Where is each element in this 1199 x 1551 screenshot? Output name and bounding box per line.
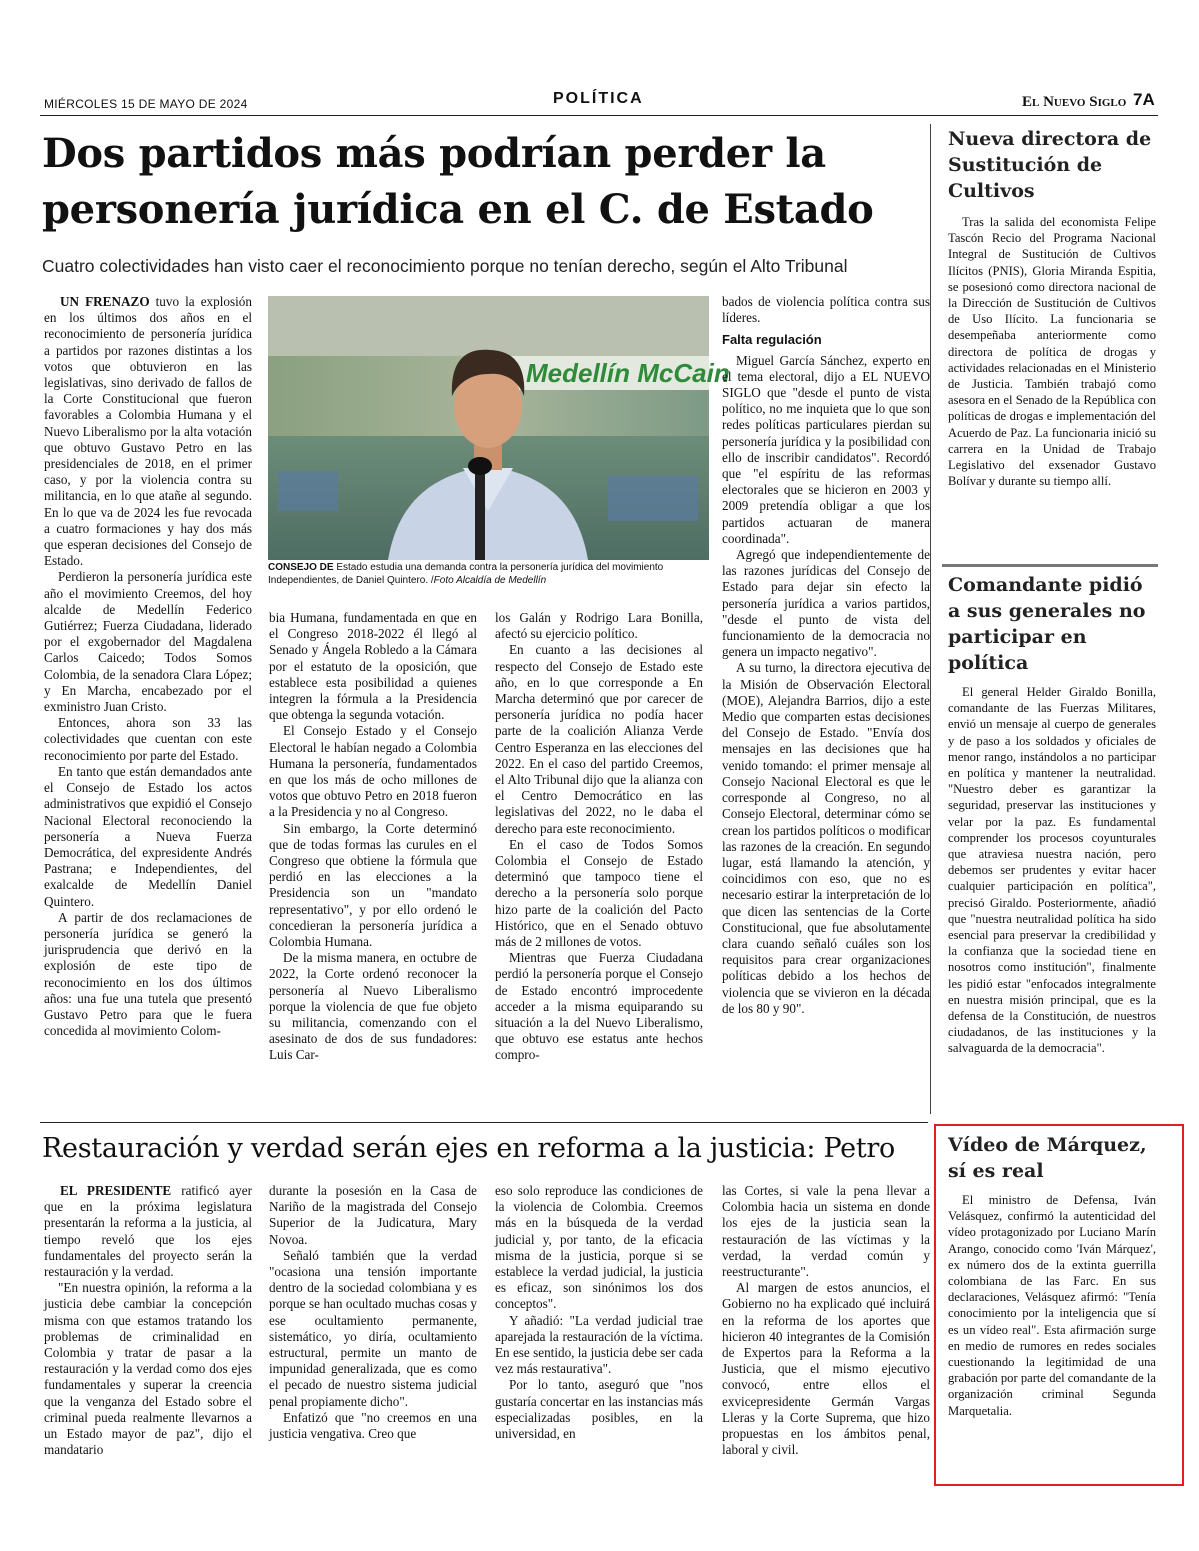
paragraph: ratificó ayer que en la próxima legislatura presentarán la reforma a la justicia, al tiempo reveló que los ejes fundamentales del proyecto serán la restauración y la verdad. [44, 1183, 252, 1280]
page-number: 7A [1133, 90, 1155, 109]
main-column-1 [44, 294, 252, 1039]
sidebar-story-1 [948, 126, 1158, 489]
paragraph: las Cortes, si vale la pena llevar a Colombia hacia un sistema en donde los ejes de la justicia sean la restauración de las víctimas y la verdad, la verdad común y reestructurante". [722, 1183, 930, 1280]
paragraph: En tanto que están demandados ante el Consejo de Estado los actos administrativos que expidió el Consejo Nacional Electoral reconociendo la personería a Nueva Fuerza Democrática, del expresidente Andrés Pastrana; e Independientes, del exalcalde de Medellín Daniel Quintero. [44, 763, 252, 909]
paragraph: bados de violencia política contra sus líderes. [722, 294, 930, 326]
photo-credit: Foto Alcaldía de Medellín [433, 574, 547, 586]
header-rule [40, 115, 1158, 116]
subheading: Falta regulación [722, 332, 822, 348]
paragraph: Miguel García Sánchez, experto en el tema electoral, dijo a EL NUEVO SIGLO que "desde el punto de vista político, no me inquieta que lo que son redes políticas particulares pierdan su personería jurídica y la posibilidad con ello de inscribir candidatos". Recordó que "el espíritu de las reformas electorales que se hicieron en 2003 y 2009 pretendía obligar a que los partidos actuaran de manera coordinada". [722, 352, 930, 546]
caption-lead: CONSEJO DE [268, 562, 334, 573]
paragraph: bia Humana, fundamentada en que en el Congreso 2018-2022 él llegó al Senado y Ángela Robledo a la Cámara por el estatuto de la oposición, que establece esta posibilidad a quienes integren la fórmula a la Presidencia que obtenga la segunda votación. [269, 610, 477, 723]
paragraph: Perdieron la personería jurídica este año el movimiento Creemos, del hoy alcalde de Medellín Federico Gutiérrez; Fuerza Ciudadana, liderado por el exgobernador del Magdalena Carlos Caicedo; Todos Somos Colombia, de la senadora Clara López; y En Marcha, encabezado por el exministro Juan Cristo. [44, 569, 252, 715]
main-column-2 [269, 610, 477, 1064]
caption-text: Estado estudia una demanda contra la personería jurídica del movimiento Independientes, de Daniel Quintero. / [268, 562, 664, 586]
paragraph: Enfatizó que "no creemos en una justicia vengativa. Creo que [269, 1409, 477, 1442]
paragraph: Sin embargo, la Corte determinó que de todas formas las curules en el Congreso que obtiene la fórmula que perdió en las elecciones a la Presidencia son un "mandato representativo", y por ello ordenó le concedieran la personería jurídica a Colombia Humana. [269, 820, 477, 950]
paragraph: En el caso de Todos Somos Colombia el Consejo de Estado determinó que tampoco tiene el derecho a la personería solo porque hizo parte de la coalición del Pacto Histórico, que en el Senado obtuvo más de 2 millones de votos. [495, 836, 703, 950]
sidebar-body [948, 1192, 1156, 1419]
main-column-3 [495, 610, 703, 1064]
lead-in: UN FRENAZO [60, 294, 150, 309]
paragraph: El general Helder Giraldo Bonilla, comandante de las Fuerzas Militares, envió un mensaje al cuerpo de generales y de paso a los soldados y oficiales de menor rango, instándolos a no participar en política y mantener la neutralidad. "Nuestro deber es garantizar la seguridad, preservar las instituciones y velar por la paz. Es fundamental comprender los procesos coyunturales que atraviesa nuestra nación, pero debemos ser prudentes y evitar hacer cualquier participación en política", precisó Giraldo. Posteriormente, añadió que "nuestra neutralidad política ha sido esencial para preservar la credibilidad y la confianza que la sociedad tiene en nosotros como institución", finalmente les pidió estar "enfocados integralmente en nuestra misión principal, que es la defensa de la Constitución, de nuestros ciudadanos, de las instituciones y la salvaguarda de la democracia". [948, 685, 1156, 1056]
bottom-column-2 [269, 1183, 477, 1442]
paragraph: El ministro de Defensa, Iván Velásquez, confirmó la autenticidad del vídeo protagonizado por Luciano Marín Arango, conocido como 'Iván Márquez', ex número dos de la extinta guerrilla colombiana de las Farc. En sus declaraciones, Velásquez afirmó: "Tenía conocimiento por la inteligencia que sí es un vídeo real". Esta afirmación surge en medio de rumores en redes sociales cuestionando la legitimidad de una grabación por parte del comandante de la organización criminal Segunda Marquetalia. [948, 1193, 1156, 1418]
bottom-column-1 [44, 1183, 252, 1458]
paragraph: durante la posesión en la Casa de Nariño de la magistrada del Consejo Superior de la Judicatura, Mary Novoa. [269, 1183, 477, 1247]
sidebar-headline: Comandante pidió a sus generales no participar en política [948, 574, 1146, 674]
paragraph: tuvo la explosión en los últimos dos años en el reconocimiento de personería jurídica a partidos por razones distintas a los votos que obtuvieron en las legislativas, sino derivado de fallos de la Corte Constitucional que fueron favorables a Colombia Humana y el Nuevo Liberalismo por la alta votación que obtuvo Gustavo Petro en las presidenciales de 2018, en el primer caso, y por la violencia contra su militancia, en lo que atañe al segundo. En lo que va de 2024 les fue revocada a cuatro formaciones y hay dos más que esperan decisiones del Consejo de Estado. [44, 294, 252, 569]
sidebar-divider [942, 564, 1158, 567]
bottom-column-4 [722, 1183, 930, 1458]
paragraph: El Consejo Estado y el Consejo Electoral le habían negado a Colombia Humana la personería, fundamentados en que los más de ocho millones de votos que obtuvo Petro en 2018 fueron a la Presidencia y no al Congreso. [269, 723, 477, 820]
paragraph: Tras la salida del economista Felipe Tascón Recio del Programa Nacional Integral de Sustitución de Cultivos Ilícitos (PNIS), Gloria Miranda Espitia, se posesionó como directora nacional de la Dirección de Sustitución de Cultivos de Uso Ilícito. La funcionaria se desempeñaba anteriormente como directora de política de drogas y actividades relacionadas en el Ministerio de Justicia. También trabajó como asesora en el Senado de la República con políticas de drogas e implementación del Acuerdo de Paz. La funcionaria inició su carrera en la Unidad de Trabajo Legislativo del exsenador Gustavo Bolívar y durante su tiempo allí. [948, 215, 1156, 489]
section-name: POLÍTICA [553, 90, 644, 107]
paragraph: Por lo tanto, aseguró que "nos gustaría concertar en las instancias más especializadas posibles, en la universidad, en [495, 1377, 703, 1442]
newspaper-name: El Nuevo Siglo [1022, 94, 1127, 110]
sidebar-story-2 [948, 572, 1158, 1057]
bottom-column-3 [495, 1183, 703, 1442]
bottom-headline: Restauración y verdad serán ejes en reforma a la justicia: Petro [42, 1133, 895, 1164]
paragraph: los Galán y Rodrigo Lara Bonilla, afectó su ejercicio político. [495, 610, 703, 642]
sidebar-headline: Vídeo de Márquez, sí es real [948, 1134, 1147, 1182]
main-column-4 [722, 294, 930, 1017]
paragraph: A su turno, la directora ejecutiva de la Misión de Observación Electoral (MOE), Alejandra Barrios, dijo a este Medio que comparten estas decisiones del Consejo de Estado. "Envía dos mensajes en las decisiones que ha venido tomando: el primer mensaje al Consejo Nacional Electoral es que le corresponde al Congreso, no al Consejo Electoral, determinar cómo se crean los partidos políticos o modificar las razones de la creación. En segundo lugar, está llamando la atención, y coincidimos con eso, que no es necesario estirar la interpretación de lo que dicen las sentencias de la Corte Constitucional, que fue absolutamente clara cuando señaló cuáles son los requisitos para crear organizaciones políticas debido a los hechos de violencia que se vivieron en la década de los 80 y 90". [722, 660, 930, 1016]
banner-text: Medellín McCain [526, 358, 730, 388]
paragraph: De la misma manera, en octubre de 2022, la Corte ordenó reconocer la personería al Nuevo Liberalismo porque la violencia de que fue objeto su militancia, comenzando con el asesinato de dos de sus fundadores: Luis Car- [269, 950, 477, 1063]
sidebar-body [948, 684, 1156, 1057]
paragraph: eso solo reproduce las condiciones de la violencia de Colombia. Creemos más en la búsqueda de la verdad judicial y, por tanto, de la eficacia misma de la justicia, porque si se establece la verdad judicial, la justicia es eficaz, son sinónimos los dos conceptos". [495, 1183, 703, 1312]
sidebar-body [948, 214, 1156, 489]
paragraph: Agregó que independientemente de las razones jurídicas del Consejo de Estado para dejar sin efecto la personería jurídica a varios partidos, "desde el punto de vista del funcionamiento de la democracia no genera un impacto negativo". [722, 547, 930, 660]
sidebar-headline: Nueva directora de Sustitución de Cultivos [948, 128, 1152, 202]
lead-in: EL PRESIDENTE [60, 1183, 172, 1198]
paragraph: A partir de dos reclamaciones de personería jurídica se generó la jurisprudencia que derivó en la explosión de este tipo de reconocimiento en los dos últimos años: una fue una tutela que presentó Gustavo Petro para que le fuera concedida al movimiento Colom- [44, 909, 252, 1039]
photo-illustration [268, 296, 730, 560]
bottom-story-rule [40, 1122, 928, 1123]
main-headline: Dos partidos más podrían perder la personería jurídica en el C. de Estado [42, 130, 874, 233]
sidebar-story-3 [948, 1132, 1158, 1419]
paragraph: Mientras que Fuerza Ciudadana perdió la personería porque el Consejo de Estado encontró improcedente acceder a la misma equiparando su situación a la del Nuevo Liberalismo, que obtuvo ese estatus ante hechos compro- [495, 950, 703, 1063]
photo-caption [268, 562, 708, 587]
paragraph: Al margen de estos anuncios, el Gobierno no ha explicado qué incluirá en la reforma de los aportes que hicieron 40 integrantes de la Comisión de Expertos para la Reforma a la Justicia, que el mismo ejecutivo convocó, entre ellos el exvicepresidente Germán Vargas Lleras y la Corte Suprema, que hizo propuestas en los ámbitos penal, laboral y civil. [722, 1280, 930, 1458]
issue-date: MIÉRCOLES 15 DE MAYO DE 2024 [44, 97, 248, 111]
paragraph: Señaló también que la verdad "ocasiona una tensión importante dentro de la sociedad colombiana y es porque se han ocultado muchas cosas y ese ocultamiento permanente, sistemático, yo diría, ocultamiento estructural, permite un manto de impunidad generalizada, que es como el pecado de nuestro sistema judicial penal propiamente dicho". [269, 1247, 477, 1409]
paragraph: "En nuestra opinión, la reforma a la justicia debe cambiar la concepción misma con que estamos tratando los problemas de criminalidad en Colombia y tratar de pasar a la restauración y la verdad como dos ejes fundamentales y superar la creencia que la venganza del Estado sobre el criminal pueda realmente llevarnos a un Estado mayor de paz", dijo el mandatario [44, 1280, 252, 1458]
paragraph: Y añadió: "La verdad judicial trae aparejada la restauración de la víctima. En ese sentido, la justicia debe ser cada vez más restaurativa". [495, 1312, 703, 1377]
main-photo [268, 296, 730, 560]
paragraph: Entonces, ahora son 33 las colectividades que cuentan con este reconocimiento por parte del Estado. [44, 715, 252, 763]
paragraph: En cuanto a las decisiones al respecto del Consejo de Estado este año, en lo que corresponde a En Marcha determinó que por carecer de personería jurídica no podía hacer parte de la coalición Alianza Verde Centro Esperanza en las elecciones del 2022. En el caso del partido Creemos, el Alto Tribunal dijo que la alianza con el Centro Democrático en las legislativas del 2022, no le daba el derecho para este reconocimiento. [495, 642, 703, 836]
main-deck: Cuatro colectividades han visto caer el reconocimiento porque no tenían derecho, según el Alto Tribunal [42, 256, 848, 276]
